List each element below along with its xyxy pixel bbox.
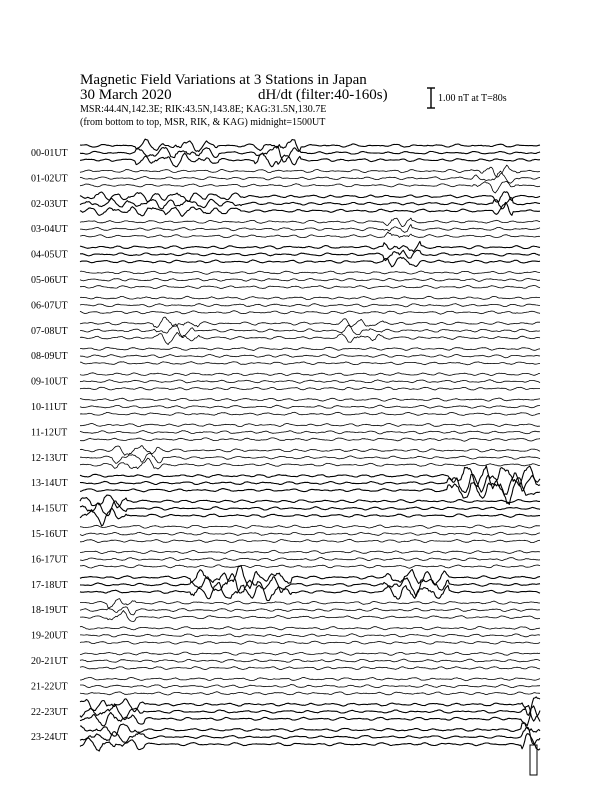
trace-RIK — [80, 304, 540, 307]
hour-label: 18-19UT — [31, 605, 68, 617]
hour-row-09-10UT — [31, 373, 540, 390]
hour-label: 15-16UT — [31, 529, 68, 540]
trace-MSR — [80, 332, 540, 344]
trace-KAG — [80, 398, 540, 401]
trace-KAG — [80, 723, 540, 736]
trace-RIK — [80, 171, 540, 183]
hour-row-16-17UT — [31, 550, 540, 568]
hour-row-12-13UT — [31, 446, 540, 469]
trace-KAG — [80, 550, 540, 553]
trace-KAG — [80, 423, 540, 426]
trace-RIK — [80, 634, 540, 637]
hour-label: 23-24UT — [31, 732, 68, 744]
hour-label: 19-20UT — [31, 630, 68, 642]
hour-row-03-04UT — [31, 218, 540, 238]
trace-end-marker — [530, 745, 537, 775]
trace-MSR — [80, 153, 540, 167]
trace-RIK — [80, 355, 540, 358]
trace-RIK — [80, 532, 540, 535]
trace-MSR — [80, 438, 540, 441]
hour-row-08-09UT — [31, 347, 540, 365]
trace-KAG — [80, 525, 540, 528]
trace-KAG — [80, 296, 540, 299]
hour-row-10-11UT — [31, 398, 540, 416]
trace-RIK — [80, 224, 540, 232]
hour-row-15-16UT — [31, 525, 540, 543]
trace-KAG — [80, 652, 540, 655]
trace-MSR — [80, 611, 540, 622]
hour-label: 05-06UT — [31, 275, 68, 286]
trace-RIK — [80, 405, 540, 408]
hour-label: 03-04UT — [31, 224, 68, 236]
trace-MSR — [80, 539, 540, 542]
trace-MSR — [80, 692, 540, 695]
hour-label: 22-23UT — [31, 706, 68, 718]
trace-MSR — [80, 203, 540, 217]
trace-RIK — [80, 197, 540, 209]
hour-label: 16-17UT — [31, 554, 68, 566]
stack-order-note: (from bottom to top, MSR, RIK, & KAG) midnight=1500UT — [80, 117, 326, 128]
trace-MSR — [80, 667, 540, 670]
trace-KAG — [80, 317, 540, 327]
trace-MSR — [80, 706, 540, 726]
hour-label: 00-01UT — [31, 148, 68, 159]
trace-KAG — [80, 495, 540, 508]
hour-label: 21-22UT — [31, 681, 68, 693]
trace-KAG — [80, 697, 540, 715]
trace-KAG — [80, 271, 540, 274]
trace-KAG — [80, 241, 540, 251]
trace-RIK — [80, 380, 540, 384]
hour-label: 08-09UT — [31, 351, 68, 363]
trace-MSR — [80, 412, 540, 415]
filter-label: dH/dt (filter:40-160s) — [258, 87, 388, 103]
trace-MSR — [80, 182, 540, 194]
trace-RIK — [80, 607, 540, 615]
trace-MSR — [80, 232, 540, 238]
trace-KAG — [80, 165, 540, 177]
hour-row-19-20UT — [31, 627, 540, 645]
trace-MSR — [80, 734, 540, 751]
trace-RIK — [80, 557, 540, 560]
trace-KAG — [80, 347, 540, 350]
hour-row-20-21UT — [31, 652, 540, 670]
trace-MSR — [80, 641, 540, 644]
trace-MSR — [80, 387, 540, 390]
trace-KAG — [80, 139, 540, 151]
scale-label: 1.00 nT at T=80s — [438, 93, 507, 104]
hour-row-02-03UT — [31, 192, 540, 217]
hour-row-01-02UT — [31, 165, 540, 193]
trace-MSR — [80, 257, 540, 267]
trace-MSR — [80, 565, 540, 568]
chart-title: Magnetic Field Variations at 3 Stations in Japan — [80, 72, 367, 88]
hour-label: 10-11UT — [31, 402, 68, 413]
hour-row-06-07UT — [31, 296, 540, 314]
trace-MSR — [80, 458, 540, 469]
trace-RIK — [80, 250, 540, 261]
hour-label: 02-03UT — [31, 198, 68, 210]
hour-row-17-18UT — [31, 566, 540, 601]
hour-label: 06-07UT — [31, 300, 68, 312]
trace-MSR — [80, 362, 540, 365]
hour-label: 12-13UT — [31, 452, 68, 464]
hour-label: 13-14UT — [31, 478, 68, 490]
hour-label: 04-05UT — [31, 249, 68, 261]
trace-MSR — [80, 311, 540, 314]
hour-label: 11-12UT — [31, 427, 68, 439]
trace-KAG — [80, 599, 540, 608]
trace-RIK — [80, 501, 540, 516]
hour-row-11-12UT — [31, 423, 540, 441]
trace-KAG — [80, 677, 540, 680]
hour-row-22-23UT — [31, 697, 540, 726]
station-coordinates: MSR:44.4N,142.3E; RIK:43.5N,143.8E; KAG:31.5N,130.7E — [80, 104, 327, 115]
trace-RIK — [80, 278, 540, 281]
hour-row-14-15UT — [31, 495, 540, 526]
hour-row-05-06UT — [31, 271, 540, 289]
trace-RIK — [80, 685, 540, 688]
hour-label: 01-02UT — [31, 173, 68, 185]
trace-KAG — [80, 373, 540, 376]
hour-label: 17-18UT — [31, 579, 68, 591]
trace-KAG — [80, 218, 540, 227]
trace-RIK — [80, 324, 540, 337]
hour-label: 20-21UT — [31, 656, 68, 667]
trace-KAG — [80, 446, 540, 456]
chart-date: 30 March 2020 — [80, 87, 172, 103]
hour-row-23-24UT — [31, 723, 540, 751]
hour-row-04-05UT — [31, 241, 540, 266]
hour-row-13-14UT — [31, 466, 540, 505]
trace-KAG — [80, 627, 540, 630]
hour-label: 14-15UT — [31, 503, 68, 515]
hour-row-07-08UT — [31, 317, 540, 344]
trace-MSR — [80, 285, 540, 288]
hour-label: 07-08UT — [31, 325, 68, 337]
hour-row-00-01UT — [31, 139, 540, 167]
trace-RIK — [80, 431, 540, 434]
hour-row-21-22UT — [31, 677, 540, 695]
trace-MSR — [80, 508, 540, 526]
hour-row-18-19UT — [31, 599, 540, 622]
trace-RIK — [80, 659, 540, 662]
hour-label: 09-10UT — [31, 376, 68, 388]
